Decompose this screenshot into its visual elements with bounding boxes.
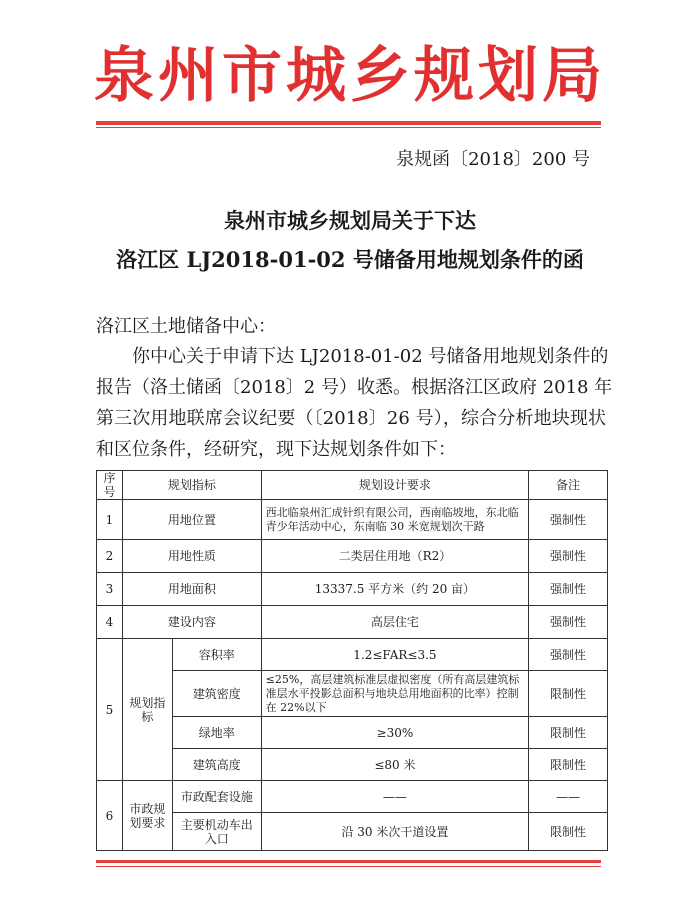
body-line-2: 报告（洛土储函〔2018〕2 号）收悉。根据洛江区政府 2018 年 — [96, 377, 613, 398]
header-no: 序号 — [97, 471, 123, 500]
table-row — [97, 540, 608, 573]
row-requirement: 西北临泉州汇成针织有限公司，西南临坡地，东北临青少年活动中心，东南临 30 米宽规划次干路 — [261, 500, 528, 540]
group5-label: 规划指标 — [122, 639, 172, 781]
document-number: 泉规函〔2018〕200 号 — [396, 149, 590, 170]
row-no: 1 — [97, 500, 123, 540]
row-no: 2 — [97, 540, 123, 573]
table-row — [97, 781, 608, 813]
table-row — [97, 500, 608, 540]
row-remark: 强制性 — [529, 573, 608, 606]
row-remark: 强制性 — [529, 639, 608, 671]
row-indicator: 用地性质 — [122, 540, 261, 573]
row-remark: 强制性 — [529, 540, 608, 573]
table-row — [97, 749, 608, 781]
body-line-3: 第三次用地联席会议纪要（〔2018〕26 号），综合分析地块现状 — [96, 408, 606, 429]
row-indicator: 用地位置 — [122, 500, 261, 540]
row-requirement: ≥30% — [261, 717, 528, 749]
table-row — [97, 573, 608, 606]
row-indicator: 市政配套设施 — [172, 781, 261, 813]
row-requirement: —— — [261, 781, 528, 813]
row-indicator: 绿地率 — [172, 717, 261, 749]
footer-red-rule-thin — [96, 866, 601, 867]
row-remark: 限制性 — [529, 813, 608, 851]
header-red-rule-thin — [96, 127, 601, 128]
header-indicator: 规划指标 — [122, 471, 261, 500]
group5-no: 5 — [97, 639, 123, 781]
row-indicator: 建筑高度 — [172, 749, 261, 781]
row-remark: 强制性 — [529, 606, 608, 639]
row-no: 4 — [97, 606, 123, 639]
row-requirement: 1.2≤FAR≤3.5 — [261, 639, 528, 671]
row-remark: 限制性 — [529, 717, 608, 749]
planning-conditions-table — [96, 470, 608, 851]
group6-no: 6 — [97, 781, 123, 851]
body-line-4: 和区位条件，经研究，现下达规划条件如下： — [96, 439, 456, 460]
org-letterhead: 泉州市城乡规划局 — [94, 41, 606, 111]
footer-red-rule — [96, 860, 601, 863]
row-requirement: 沿 30 米次干道设置 — [261, 813, 528, 851]
table-row — [97, 639, 608, 671]
row-requirement: ≤80 米 — [261, 749, 528, 781]
document-title-line1: 泉州市城乡规划局关于下达 — [224, 208, 476, 233]
header-remark: 备注 — [529, 471, 608, 500]
header-red-rule — [96, 121, 601, 125]
row-requirement: 13337.5 平方米（约 20 亩） — [261, 573, 528, 606]
row-remark: 限制性 — [529, 671, 608, 717]
header-requirement: 规划设计要求 — [261, 471, 528, 500]
row-indicator: 主要机动车出入口 — [172, 813, 261, 851]
row-indicator: 建筑密度 — [172, 671, 261, 717]
row-remark: 限制性 — [529, 749, 608, 781]
row-remark: 强制性 — [529, 500, 608, 540]
document-title-line2: 洛江区 LJ2018-01-02 号储备用地规划条件的函 — [116, 247, 584, 272]
addressee: 洛江区土地储备中心： — [96, 316, 276, 337]
table-row — [97, 606, 608, 639]
row-requirement: 二类居住用地（R2） — [261, 540, 528, 573]
group6-label: 市政规划要求 — [122, 781, 172, 851]
table-row — [97, 717, 608, 749]
row-no: 3 — [97, 573, 123, 606]
row-indicator: 建设内容 — [122, 606, 261, 639]
row-remark: —— — [529, 781, 608, 813]
row-indicator: 容积率 — [172, 639, 261, 671]
row-indicator: 用地面积 — [122, 573, 261, 606]
table-header-row — [97, 471, 608, 500]
body-line-1: 你中心关于申请下达 LJ2018-01-02 号储备用地规划条件的 — [132, 346, 609, 367]
table-row — [97, 671, 608, 717]
row-requirement: ≤25%，高层建筑标准层虚拟密度（所有高层建筑标准层水平投影总面积与地块总用地面积的比率）控制在 22%以下 — [261, 671, 528, 717]
row-requirement: 高层住宅 — [261, 606, 528, 639]
table-row — [97, 813, 608, 851]
